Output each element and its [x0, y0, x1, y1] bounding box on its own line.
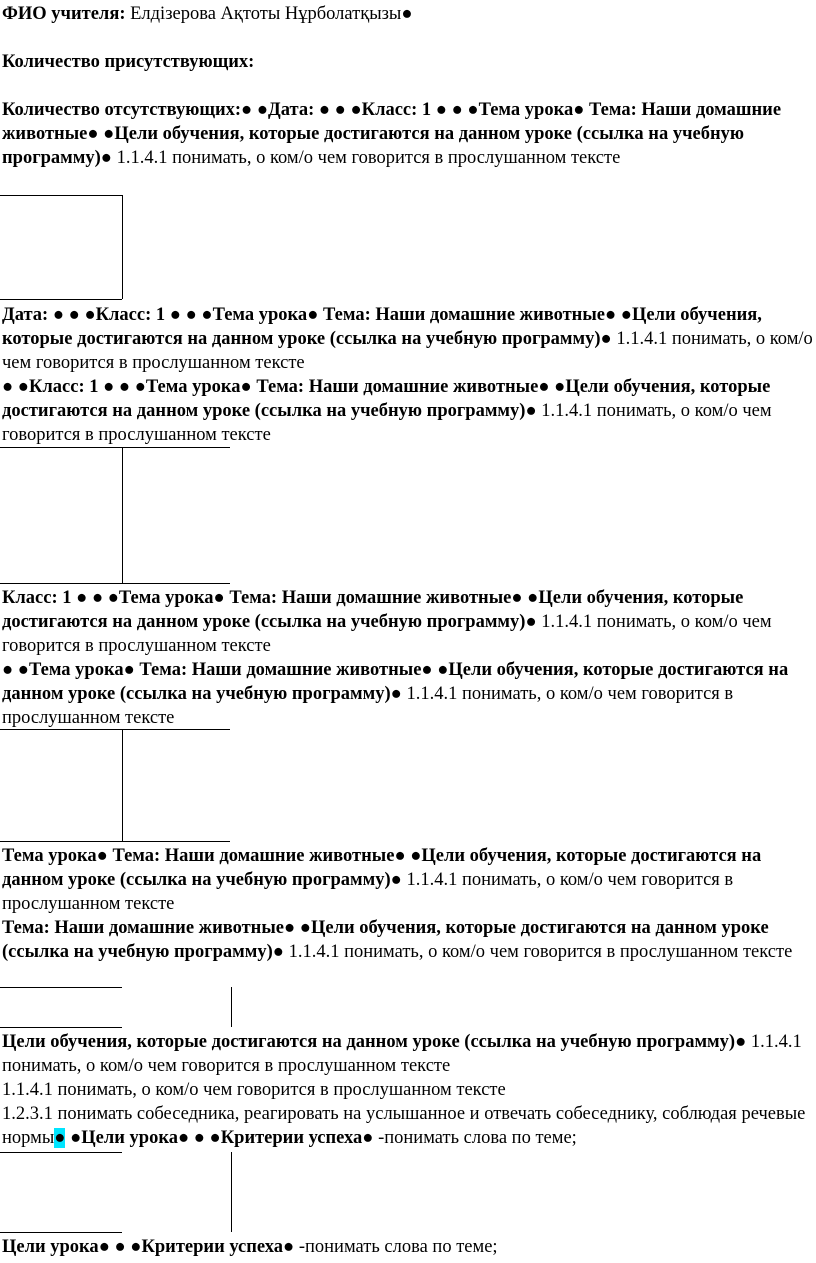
bullet-icon: ● ● ●	[431, 100, 479, 120]
teacher-line	[2, 2, 814, 26]
lesson-block-7	[2, 916, 814, 964]
class-label: Класс: 1	[95, 305, 166, 325]
topic-text: Тема: Наши домашние животные	[2, 918, 284, 938]
topic-text: Тема: Наши домашние животные	[224, 588, 512, 608]
bullet-icon: ●	[272, 942, 284, 962]
lesson-block-6	[2, 844, 814, 916]
topic-label: Тема урока	[478, 100, 574, 120]
date-label: Дата:	[2, 305, 49, 325]
bullet-icon: ● ●	[511, 588, 539, 608]
bullet-icon: ●	[735, 1032, 747, 1052]
topic-text: Тема: Наши домашние животные	[134, 660, 422, 680]
lesson-goals-label: Цели урока	[81, 1128, 178, 1148]
bullet-icon: ●	[307, 305, 319, 325]
goal-text: 1.1.4.1 понимать, о ком/о чем говорится в прослушанном тексте	[2, 612, 772, 656]
teacher-name: Елдізерова Ақтоты Нұрболатқызы	[130, 4, 402, 24]
goal-text: 1.1.4.1 понимать, о ком/о чем говорится в прослушанном тексте	[111, 148, 621, 168]
goal-text: 1.1.4.1 понимать, о ком/о чем говорится в прослушанном тексте	[2, 1080, 506, 1100]
bullet-icon: ● ● ●	[48, 305, 96, 325]
bullet-icon: ● ●	[2, 660, 29, 680]
absent-count-label: Количество отсутствующих:	[2, 100, 242, 120]
table-border	[231, 1152, 232, 1232]
bullet-icon: ● ●	[421, 660, 449, 680]
table-border	[122, 729, 123, 841]
topic-text: Тема: Наши домашние животные	[251, 377, 539, 397]
lesson-goals-label: Цели урока	[2, 1237, 99, 1257]
goals-label: Цели обучения, которые достигаются на данном уроке (ссылка на учебную программу)	[2, 377, 771, 421]
bullet-icon: ●	[390, 870, 402, 890]
table-border	[0, 987, 122, 988]
bullet-icon: ●	[123, 660, 135, 680]
lesson-block-2	[2, 303, 814, 375]
class-label: Класс: 1	[2, 588, 72, 608]
table-border	[0, 195, 122, 196]
bullet-icon: ● ●	[87, 124, 115, 144]
table-border	[0, 447, 230, 448]
goal-text: 1.1.4.1 понимать, о ком/о чем говорится в прослушанном тексте	[2, 870, 734, 914]
bullet-icon: ●	[362, 1128, 374, 1148]
table-border	[122, 447, 123, 583]
bullet-icon: ● ●	[2, 377, 29, 397]
topic-text: Тема: Наши домашние животные	[318, 305, 605, 325]
bullet-icon: ● ● ●	[177, 1128, 221, 1148]
goals-label: Цели обучения, которые достигаются на данном уроке (ссылка на учебную программу)	[2, 1032, 736, 1052]
success-criteria-label: Критерии успеха	[141, 1237, 284, 1257]
lesson-block-5	[2, 658, 814, 730]
date-label: Дата:	[268, 100, 315, 120]
bullet-icon: ● ●	[284, 918, 311, 938]
bullet-icon: ●	[283, 1237, 295, 1257]
goal-text: 1.1.4.1 понимать, о ком/о чем говорится в прослушанном тексте	[283, 942, 793, 962]
goals-label: Цели обучения, которые достигаются на данном уроке (ссылка на учебную программу)	[2, 305, 762, 349]
table-border	[0, 1027, 122, 1028]
bullet-icon: ●	[390, 684, 402, 704]
table-border	[0, 299, 122, 300]
lesson-block-8	[2, 1030, 814, 1150]
table-border	[122, 195, 123, 299]
goals-label: Цели обучения, которые достигаются на данном уроке (ссылка на учебную программу)	[2, 918, 769, 962]
bullet-icon: ● ● ●	[314, 100, 362, 120]
topic-label: Тема урока	[212, 305, 308, 325]
goal-text: 1.1.4.1 понимать, о ком/о чем говорится в прослушанном тексте	[2, 684, 734, 728]
bullet-icon: ●	[525, 401, 537, 421]
bullet-icon: ● ●	[394, 846, 422, 866]
bullet-icon: ●	[65, 1128, 82, 1148]
lesson-block-4	[2, 586, 814, 658]
highlighted-bullet-icon: ●	[54, 1128, 66, 1148]
bullet-icon: ●	[100, 148, 112, 168]
bullet-icon: ●	[600, 329, 612, 349]
goals-label: Цели обучения, которые достигаются на данном уроке (ссылка на учебную программу)	[2, 846, 762, 890]
bullet-icon: ● ● ●	[71, 588, 119, 608]
topic-text: Тема: Наши домашние животные	[2, 100, 782, 144]
criteria-text: -понимать слова по теме;	[373, 1128, 577, 1148]
table-border	[0, 841, 230, 842]
lesson-block-3	[2, 375, 814, 447]
bullet-icon: ● ● ●	[98, 1237, 142, 1257]
bullet-icon: ●	[213, 588, 225, 608]
goal-text: 1.1.4.1 понимать, о ком/о чем говорится в прослушанном тексте	[2, 1032, 802, 1076]
table-border	[0, 1232, 122, 1233]
bullet-icon: ● ● ●	[98, 377, 146, 397]
bullet-icon: ● ● ●	[165, 305, 213, 325]
bullet-icon: ● ●	[538, 377, 566, 397]
present-count-label: Количество присутствующих:	[2, 52, 255, 72]
goal-text: 1.2.3.1 понимать собеседника, реагировать на услышанное и отвечать собеседнику, соблюдая речевые нормы	[2, 1104, 806, 1148]
lesson-block-9	[2, 1235, 814, 1259]
topic-text: Тема: Наши домашние животные	[107, 846, 395, 866]
topic-label: Тема урока	[118, 588, 214, 608]
table-border	[0, 1152, 122, 1153]
bullet-icon: ●	[573, 100, 585, 120]
bullet-icon: ●	[401, 4, 413, 24]
bullet-icon: ●	[240, 377, 252, 397]
goals-label: Цели обучения, которые достигаются на данном уроке (ссылка на учебную программу)	[2, 588, 744, 632]
criteria-text: -понимать слова по теме;	[294, 1237, 498, 1257]
bullet-icon: ●	[525, 612, 537, 632]
topic-label: Тема урока	[145, 377, 241, 397]
goals-label: Цели обучения, которые достигаются на данном уроке (ссылка на учебную программу)	[2, 124, 745, 168]
goals-label: Цели обучения, которые достигаются на данном уроке (ссылка на учебную программу)	[2, 660, 789, 704]
topic-label: Тема урока	[2, 846, 97, 866]
goal-text: 1.1.4.1 понимать, о ком/о чем говорится в прослушанном тексте	[2, 401, 772, 445]
table-border	[0, 729, 230, 730]
success-criteria-label: Критерии успеха	[220, 1128, 363, 1148]
bullet-icon: ● ●	[605, 305, 632, 325]
bullet-icon: ●	[96, 846, 108, 866]
class-label: Класс: 1	[28, 377, 99, 397]
bullet-icon: ● ●	[241, 100, 269, 120]
teacher-label: ФИО учителя:	[2, 4, 126, 24]
class-label: Класс: 1	[361, 100, 432, 120]
table-border	[0, 583, 230, 584]
topic-label: Тема урока	[28, 660, 124, 680]
goal-text: 1.1.4.1 понимать, о ком/о чем говорится в прослушанном тексте	[2, 329, 813, 373]
table-border	[231, 987, 232, 1027]
lesson-block-1	[2, 98, 814, 170]
